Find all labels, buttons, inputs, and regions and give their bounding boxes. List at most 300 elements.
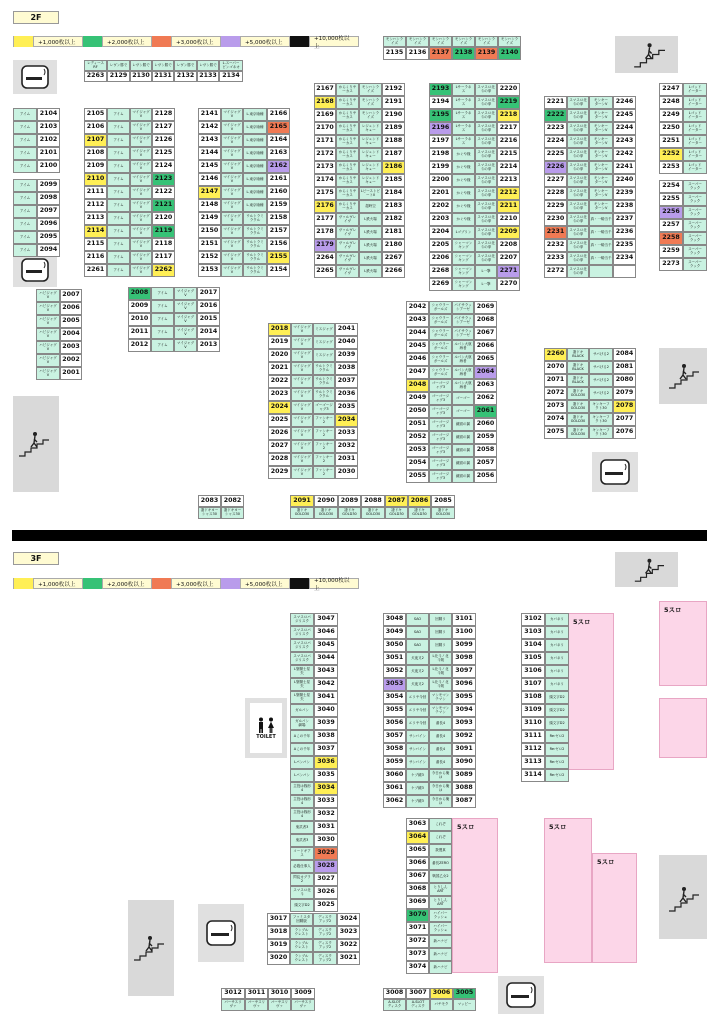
machine-title: マイジャグ V — [221, 199, 243, 212]
machine-number: 2175 — [314, 187, 336, 200]
machine-number: 2034 — [335, 414, 358, 427]
machine-title: シャウラー ガールズ — [429, 301, 452, 314]
machine-title: カバネリ — [545, 665, 569, 678]
machine-number: 3009 — [291, 988, 315, 999]
machine-number: 2155 — [267, 251, 290, 264]
machine-title: スマスロ北 斗 — [290, 886, 314, 899]
machine-title: Re:ゼロ2 — [545, 756, 569, 769]
machine-title: 主役は銭形 4 — [290, 795, 314, 808]
machine-number: 2010 — [128, 313, 151, 326]
machine-title: カバネリ — [545, 639, 569, 652]
machine-title: Lゴッド イーター — [683, 161, 707, 174]
machine-title: スマスロ北 斗の拳 — [567, 122, 589, 135]
machine-title: Lバンバン — [290, 756, 314, 769]
machine-title: スーパー ラック — [683, 232, 707, 245]
machine-title: 凄ドキ GOLD30 — [385, 507, 408, 519]
machine-number: 2130 — [130, 71, 152, 82]
machine-number: 2262 — [152, 264, 175, 277]
machine-number: 2099 — [37, 179, 60, 192]
machine-number: 2253 — [659, 161, 683, 174]
machine-number: 3110 — [521, 717, 545, 730]
machine-title: カバネリ — [545, 652, 569, 665]
machine-title: 回胴リ — [429, 613, 452, 626]
machine-number: 3095 — [452, 691, 476, 704]
machine-number: 2161 — [267, 173, 290, 186]
stairs-icon — [659, 348, 707, 404]
machine-number: 2218 — [497, 109, 520, 122]
machine-title: マイジャグ V — [130, 160, 152, 173]
machine-number: 2065 — [474, 353, 497, 366]
machine-title: マイジャグ V — [221, 225, 243, 238]
machine-title: ハイパー ラッシュ — [429, 922, 452, 935]
machine-title: マイジャグ V — [291, 401, 313, 414]
floor-label-3f: 3F — [13, 552, 59, 565]
machine-title: マイジャグ V — [291, 375, 313, 388]
machine-title: ゴーゴージ ャグ3 — [429, 444, 452, 457]
machine-title: 番長4 — [429, 743, 452, 756]
machine-number: 2135 — [383, 47, 406, 60]
machine-title: スマスロ北 斗の拳 — [475, 148, 497, 161]
machine-title: スマスロ北 斗の拳 — [567, 148, 589, 161]
machine-title: スマスロ北 斗の拳 — [475, 161, 497, 174]
machine-title: サバげる2 — [589, 374, 613, 387]
machine-number: 2212 — [497, 187, 520, 200]
machine-number: 2006 — [60, 302, 82, 315]
machine-number: 2228 — [544, 187, 567, 200]
machine-number: 2090 — [314, 495, 338, 507]
machine-title: アイム — [151, 313, 174, 326]
machine-title: コードギア ス — [290, 847, 314, 860]
machine-number: 3065 — [406, 844, 429, 857]
machine-title: モンハンラ イズ — [359, 109, 382, 122]
machine-title: スマスロバ ジリスク — [290, 626, 314, 639]
machine-number: 3094 — [452, 704, 476, 717]
machine-number: 2138 — [452, 47, 475, 60]
machine-title: 新ハナビ — [429, 935, 452, 948]
machine-number: 3033 — [314, 795, 338, 808]
machine-number: 2023 — [268, 388, 291, 401]
machine-number: 2001 — [60, 367, 82, 380]
machine-number: 2236 — [613, 226, 636, 239]
machine-number: 2127 — [152, 121, 175, 134]
machine-title: からくりサ ーカス — [336, 96, 359, 109]
smoking-area-icon — [13, 253, 57, 287]
machine-title: 凄ドキ BLACK — [567, 361, 589, 374]
machine-number: 3058 — [383, 743, 406, 756]
machine-title: 凄ドキ BLACK — [567, 348, 589, 361]
machine-number: 2069 — [474, 301, 497, 314]
machine-number: 2187 — [382, 148, 405, 161]
machine-number: 3006 — [430, 988, 453, 999]
machine-title: マイジャグ V — [291, 466, 313, 479]
machine-title: Lゴッド イーター — [683, 96, 707, 109]
machine-title: ミスジャグ — [313, 323, 335, 336]
machine-title: シャウラー ガールズ — [429, 314, 452, 327]
machine-title: L鉄火場 — [359, 239, 382, 252]
machine-number: 2197 — [429, 135, 452, 148]
machine-number: 3073 — [406, 948, 429, 961]
machine-title: スマスロ北 斗の拳 — [475, 109, 497, 122]
machine-number: 2248 — [659, 96, 683, 109]
machine-title: レヴン勝で — [197, 60, 219, 71]
machine-number: 2180 — [382, 239, 405, 252]
machine-title: アイム — [13, 160, 37, 173]
machine-title: Re:ゼロ2 — [545, 769, 569, 782]
machine-title: ゴーゴージ ャグ3 — [429, 418, 452, 431]
machine-title: マイジャグ V — [221, 212, 243, 225]
stairs-icon — [615, 36, 678, 73]
machine-title: A-SLOT ディスク — [383, 999, 406, 1011]
machine-title: 凄ドキ GOLD30 — [431, 507, 455, 519]
machine-number: 3053 — [383, 678, 406, 691]
machine-title: 番長4 — [429, 730, 452, 743]
machine-title: 凄ドキ GOLD30 — [338, 507, 361, 519]
machine-title: パイサラッ シアーゼ — [452, 314, 474, 327]
machine-number: 2012 — [128, 339, 151, 352]
machine-number: 2261 — [84, 264, 107, 277]
legend-swatch — [83, 578, 103, 589]
machine-title: 番長4 — [429, 756, 452, 769]
machine-number: 2242 — [613, 148, 636, 161]
machine-title: Lビーストビ ートII — [359, 187, 382, 200]
machine-title: マイジャグ V — [174, 300, 197, 313]
machine-number: 2160 — [267, 186, 290, 199]
legend-item — [151, 36, 221, 47]
machine-title: 凄ドキ GOLD30 — [567, 400, 589, 413]
machine-number: 2270 — [497, 278, 520, 291]
machine-title: マイジャグ V — [174, 326, 197, 339]
machine-title: マイジャグ V — [130, 238, 152, 251]
machine-number: 3096 — [452, 678, 476, 691]
machine-title: マイジャグ V — [221, 121, 243, 134]
machine-title: Lサーラネ ス — [452, 83, 475, 96]
machine-title: モンハンラ イズ — [359, 83, 382, 96]
machine-title: ハピジャグ V — [36, 328, 60, 341]
machine-title: アイム — [107, 199, 130, 212]
machine-title: エリヤ今回 — [406, 691, 429, 704]
machine-title: ハピジャグ V — [36, 302, 60, 315]
machine-title: アイム — [13, 121, 37, 134]
machine-number: 2029 — [268, 466, 291, 479]
machine-number: 2105 — [84, 108, 107, 121]
machine-number: 3104 — [521, 639, 545, 652]
machine-number: 3038 — [314, 730, 338, 743]
machine-title: からくりサ ーカス — [336, 200, 359, 213]
machine-number: 2132 — [174, 71, 197, 82]
toilet-area — [245, 698, 287, 758]
machine-number: 2196 — [429, 122, 452, 135]
machine-number: 3023 — [337, 926, 360, 939]
machine-number: 2086 — [408, 495, 431, 507]
machine-number: 3068 — [406, 883, 429, 896]
machine-title: スマスロバ ジリスク — [290, 639, 314, 652]
machine-title: モンキー ターンV — [589, 187, 613, 200]
floor-label-2f: 2F — [13, 11, 59, 24]
machine-number: 2233 — [544, 252, 567, 265]
machine-number: 2260 — [544, 348, 567, 361]
legend-item — [13, 36, 83, 47]
machine-number: 2098 — [37, 192, 60, 205]
machine-title: ディスク アップ2 — [313, 939, 337, 952]
machine-number: 2027 — [268, 440, 291, 453]
machine-number: 2227 — [544, 174, 567, 187]
machine-title: スマスロ北 斗の拳 — [567, 135, 589, 148]
machine-title: ランブル ウレスト — [290, 952, 313, 965]
machine-number: 3087 — [452, 795, 476, 808]
machine-number: 2123 — [152, 173, 175, 186]
machine-number: 2020 — [268, 349, 291, 362]
machine-number: 2183 — [382, 200, 405, 213]
machine-title: 頭文字D2 — [290, 899, 314, 912]
stairs-icon — [128, 900, 174, 996]
machine-number: 2091 — [290, 495, 314, 507]
machine-number: 2231 — [544, 226, 567, 239]
machine-title: 頭文字D2 — [545, 717, 569, 730]
machine-number: 2167 — [314, 83, 336, 96]
machine-title: スーパー ラック — [683, 180, 707, 193]
machine-number: 2039 — [335, 349, 358, 362]
machine-title: ヴァルヴレ イヴ — [336, 265, 359, 278]
machine-title: ヴァルヴレ イヴ — [336, 239, 359, 252]
machine-number: 3103 — [521, 626, 545, 639]
machine-title: レヴン勝で — [174, 60, 197, 71]
machine-title: Aこの千年 — [290, 743, 314, 756]
machine-title: 鏡面の翼 — [452, 431, 474, 444]
machine-number: 2084 — [613, 348, 636, 361]
machine-title: サンバイン — [406, 730, 429, 743]
machine-number: 2172 — [314, 148, 336, 161]
machine-title: アイム — [13, 147, 37, 160]
machine-number: 2257 — [659, 219, 683, 232]
legend-swatch — [83, 36, 103, 47]
machine-title: A-SLOT ディスク — [406, 999, 430, 1011]
machine-title — [589, 265, 613, 278]
machine-number: 2036 — [335, 388, 358, 401]
machine-number: 2044 — [406, 327, 429, 340]
machine-title: 主役は銭形 4 — [290, 782, 314, 795]
machine-title: 回胴リ — [429, 626, 452, 639]
machine-title: アイム — [107, 212, 130, 225]
machine-number: 2072 — [544, 387, 567, 400]
machine-number: 2056 — [474, 470, 497, 483]
machine-number: 2133 — [197, 71, 219, 82]
machine-number: 3106 — [521, 665, 545, 678]
machine-title: L一撃 — [475, 265, 497, 278]
legend-swatch — [14, 36, 34, 47]
machine-number: 3097 — [452, 665, 476, 678]
machine-title: ランブル ウレスト — [290, 939, 313, 952]
machine-number: 2114 — [84, 225, 107, 238]
machine-title: ハイパー ラッシュ — [429, 909, 452, 922]
smoking-area-icon — [498, 976, 544, 1014]
machine-title: SAO — [406, 639, 429, 652]
machine-number: 2192 — [382, 83, 405, 96]
machine-title: スーパー ラック — [683, 206, 707, 219]
machine-number: 2221 — [544, 96, 567, 109]
machine-number: 3113 — [521, 756, 545, 769]
machine-number: 2237 — [613, 213, 636, 226]
machine-number: 2109 — [84, 160, 107, 173]
machine-title: からくりサ ーカス — [336, 122, 359, 135]
machine-title: ウルトラミ ラクル — [313, 375, 335, 388]
machine-title: Re:ゼロ2 — [545, 743, 569, 756]
machine-title: モンハンラ イズ — [429, 36, 452, 47]
machine-title: アイム — [107, 225, 130, 238]
machine-number: 2190 — [382, 109, 405, 122]
machine-title: ケブ鏡3 — [406, 782, 429, 795]
machine-number: 2038 — [335, 362, 358, 375]
machine-number: 3019 — [267, 939, 290, 952]
machine-number: 2156 — [267, 238, 290, 251]
machine-number: 2151 — [198, 238, 221, 251]
machine-number: 2171 — [314, 135, 336, 148]
machine-number: 2018 — [268, 323, 291, 336]
machine-title: Lサーラネ ス — [452, 109, 475, 122]
machine-title: マイジャグ V — [291, 323, 313, 336]
machine-number: 2081 — [613, 361, 636, 374]
machine-title: 鏡面の翼 — [452, 470, 474, 483]
machine-number: 2013 — [197, 339, 220, 352]
machine-title: ミスジャグ — [313, 336, 335, 349]
machine-number: 2142 — [198, 121, 221, 134]
machine-title: 真・一騎当千 — [589, 239, 613, 252]
machine-number: 3029 — [314, 847, 338, 860]
machine-title: ウルトラミ ラクル — [243, 264, 267, 277]
machine-title: 凄ドキ GOLD30 — [408, 507, 431, 519]
machine-number: 2080 — [613, 374, 636, 387]
machine-title: モンキー ターンV — [589, 96, 613, 109]
machine-title: Lサーラネ ス — [452, 96, 475, 109]
machine-title: モンハンラ イズ — [406, 36, 429, 47]
machine-title: サバげる2 — [589, 348, 613, 361]
legend-item — [82, 578, 152, 589]
machine-title: からくりサ ーカス — [336, 83, 359, 96]
machine-number: 3111 — [521, 730, 545, 743]
machine-title: レジェンド キュー — [359, 161, 382, 174]
machine-title: マイジャグ V — [221, 147, 243, 160]
machine-title: ガルパン — [290, 704, 314, 717]
legend-label: +3,000枚以上 — [176, 581, 214, 588]
machine-number: 2124 — [152, 160, 175, 173]
machine-number: 2204 — [429, 226, 452, 239]
machine-title: Aこの千年 — [290, 730, 314, 743]
legend-item — [289, 577, 359, 592]
machine-title: スマスロ北 斗の拳 — [475, 239, 497, 252]
machine-number: 2269 — [429, 278, 452, 291]
machine-number: 2189 — [382, 122, 405, 135]
machine-title: Lゴッド イーター — [683, 135, 707, 148]
toilet-label: TOILET — [256, 733, 276, 740]
machine-number: 2241 — [613, 161, 636, 174]
machine-title: ゴーゴージ ャグ3 — [429, 431, 452, 444]
machine-number: 3012 — [221, 988, 245, 999]
machine-title: ファンキー 2 — [313, 427, 335, 440]
machine-number: 2211 — [497, 200, 520, 213]
machine-number: 2254 — [659, 180, 683, 193]
machine-title: 番長4 — [429, 717, 452, 730]
machine-number: 2118 — [152, 238, 175, 251]
legend-swatch — [152, 578, 172, 589]
machine-title: モンキー ターンV — [589, 148, 613, 161]
machine-number: 2169 — [314, 109, 336, 122]
machine-title: L鉄火場 — [359, 213, 382, 226]
machine-title: ルパン大航 海者 — [452, 366, 474, 379]
machine-number: 2173 — [314, 161, 336, 174]
machine-number: 2170 — [314, 122, 336, 135]
machine-title: からくりサ ーカス — [336, 109, 359, 122]
machine-number: 2108 — [84, 147, 107, 160]
machine-title: 頭文字D2 — [545, 691, 569, 704]
machine-number: 2016 — [197, 300, 220, 313]
machine-number: 3037 — [314, 743, 338, 756]
machine-title: L.東京喰種 — [243, 199, 267, 212]
machine-number: 2245 — [613, 109, 636, 122]
machine-number: 3069 — [406, 896, 429, 909]
machine-number: 2111 — [84, 186, 107, 199]
machine-title: マイジャグ V — [221, 108, 243, 121]
machine-number: 2122 — [152, 186, 175, 199]
machine-title: アイム — [107, 121, 130, 134]
machine-number: 3047 — [314, 613, 338, 626]
machine-number: 2054 — [406, 457, 429, 470]
machine-title: 凄ドキ BLACK — [567, 374, 589, 387]
machine-title: L.スーパー ビンゴネオ — [219, 60, 243, 71]
machine-number: 3099 — [452, 639, 476, 652]
machine-number: 2137 — [429, 47, 452, 60]
machine-title: 凄ドキヨー シャス30 — [221, 507, 244, 519]
machine-number: 2198 — [429, 148, 452, 161]
legend-swatch — [290, 36, 310, 47]
legend-item — [220, 578, 290, 589]
machine-number: 2005 — [60, 315, 82, 328]
machine-title: スマスロ北 斗の拳 — [475, 174, 497, 187]
machine-number: 2256 — [659, 206, 683, 219]
machine-title: ファンキー 2 — [313, 440, 335, 453]
machine-title: サンバイン — [406, 743, 429, 756]
machine-title: かぐや様 — [452, 161, 475, 174]
machine-title: 新ハナビ — [429, 948, 452, 961]
machine-title: レヴン勝で — [107, 60, 130, 71]
machine-title: スマスロ北 斗の拳 — [475, 135, 497, 148]
machine-title: スーパー ラック — [683, 258, 707, 271]
machine-title: かぐや様 — [452, 174, 475, 187]
machine-title: L.東京喰種 — [243, 121, 267, 134]
machine-title: モンハンラ イズ — [383, 36, 406, 47]
machine-number: 3089 — [452, 769, 476, 782]
machine-title: マイジャグ V — [291, 349, 313, 362]
machine-title: モンキー ターンV — [589, 174, 613, 187]
machine-number: 2106 — [84, 121, 107, 134]
machine-number: 3030 — [314, 834, 338, 847]
machine-number: 3109 — [521, 704, 545, 717]
machine-title: 主役は銭形 4 — [290, 808, 314, 821]
machine-title: L.東京喰種 — [243, 108, 267, 121]
machine-title: 鏡面の翼 — [452, 457, 474, 470]
machine-number: 2200 — [429, 174, 452, 187]
machine-number: 2273 — [659, 258, 683, 271]
machine-title: 真・一騎当千 — [589, 213, 613, 226]
machine-title: マイジャグ V — [221, 251, 243, 264]
machine-number: 2150 — [198, 225, 221, 238]
machine-title: スマスロ北 斗の拳 — [567, 174, 589, 187]
machine-title: カバネリ — [545, 613, 569, 626]
machine-title: 真・一騎当千 — [589, 226, 613, 239]
machine-title: L.東京喰種 — [243, 173, 267, 186]
machine-title: スマスロ北 斗の拳 — [475, 96, 497, 109]
machine-number: 2031 — [335, 453, 358, 466]
machine-number: 2131 — [152, 71, 174, 82]
machine-number: 2144 — [198, 147, 221, 160]
